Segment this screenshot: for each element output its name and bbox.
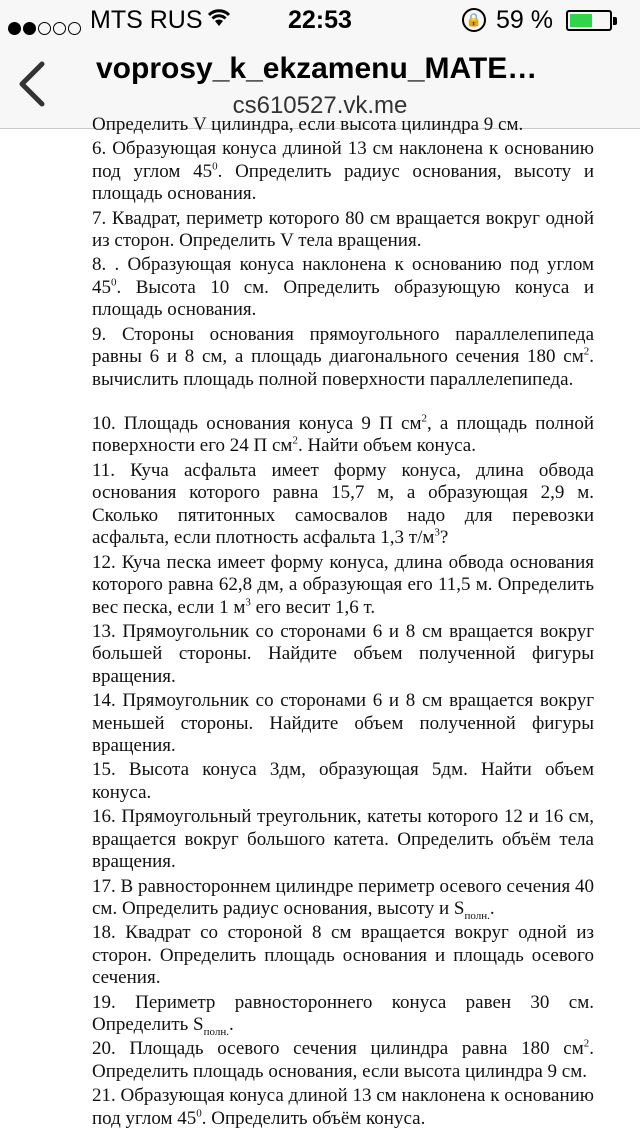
question-item bbox=[92, 138, 594, 206]
question-item bbox=[92, 208, 594, 253]
document-source-domain: cs610527.vk.me bbox=[232, 92, 408, 119]
superscript: 2 bbox=[583, 1038, 590, 1051]
question-item bbox=[92, 254, 594, 322]
question-item bbox=[92, 876, 594, 921]
question-item bbox=[92, 690, 594, 758]
superscript: 2 bbox=[583, 345, 590, 358]
question-text: 15. Высота конуса 3дм, образующая 5дм. Найти объем конуса. bbox=[92, 759, 594, 803]
question-text: . Найти объем конуса. bbox=[297, 435, 476, 457]
superscript: 0 bbox=[111, 276, 117, 289]
question-text: 12. Куча песка имеет форму конуса, длина обвода основания которого равна 62,8 дм, а образующая его 11,5 м. Определить вес песка, если 1 м bbox=[92, 551, 594, 618]
superscript: 2 bbox=[421, 412, 427, 425]
question-text: . bbox=[489, 898, 495, 920]
question-text: 21. Образующая конуса длиной 13 см наклонена к основанию под углом 45 bbox=[92, 1085, 594, 1129]
question-item bbox=[92, 922, 594, 990]
signal-strength-icon bbox=[8, 13, 83, 42]
question-text: , а площадь полной поверхности его 24 П см bbox=[92, 412, 594, 457]
question-text: его весит 1,6 т. bbox=[250, 596, 376, 618]
superscript: 3 bbox=[245, 596, 251, 609]
question-text: . bbox=[228, 1014, 234, 1036]
question-text: 17. В равностороннем цилиндре периметр осевого сечения 40 см. Определить радиус основания, высоту и S bbox=[92, 875, 594, 920]
superscript: 3 bbox=[434, 526, 440, 539]
question-item bbox=[92, 324, 594, 392]
subscript: полн. bbox=[464, 909, 490, 922]
document-viewer[interactable] bbox=[0, 114, 640, 1136]
subscript: полн. bbox=[203, 1025, 229, 1038]
clock: 22:53 bbox=[288, 6, 352, 34]
question-text: 11. Куча асфальта имеет форму конуса, длина обвода основания которого равна 15,7 м, а образующая 2,9 м. Сколько пятитонных самосвалов надо для перевозки асфальта, если плотность асфальта 1,3 т/м bbox=[92, 459, 594, 549]
document-title: voprosy_k_ekzamenu_MATE… bbox=[96, 52, 538, 85]
question-item bbox=[92, 806, 594, 874]
question-text: 18. Квадрат со стороной 8 см вращается вокруг одной из сторон. Определить площадь основания и площадь осевого сечения. bbox=[92, 922, 594, 989]
question-item bbox=[92, 1085, 594, 1130]
question-item bbox=[92, 460, 594, 550]
superscript: 0 bbox=[196, 1107, 202, 1120]
question-item bbox=[92, 1038, 594, 1083]
battery-percent: 59 % bbox=[496, 6, 553, 34]
question-item bbox=[92, 552, 594, 620]
question-text: 7. Квадрат, периметр которого 80 см вращается вокруг одной из сторон. Определить V тела вращения. bbox=[92, 207, 594, 252]
question-item bbox=[92, 992, 594, 1037]
document-content bbox=[92, 114, 594, 1132]
question-item bbox=[92, 413, 594, 458]
question-item bbox=[92, 621, 594, 689]
question-text: 10. Площадь основания конуса 9 П см bbox=[92, 412, 422, 434]
document-partial-line: Определить V цилиндра, если высота цилиндра 9 см. bbox=[92, 114, 524, 135]
question-text: 13. Прямоугольник со сторонами 6 и 8 см вращается вокруг большей стороны. Найдите объем полученной фигуры вращения. bbox=[92, 620, 594, 687]
question-text: . Определить объём конуса. bbox=[201, 1107, 426, 1129]
question-text: 14. Прямоугольник со сторонами 6 и 8 см вращается вокруг меньшей стороны. Найдите объем полученной фигуры вращения. bbox=[92, 690, 594, 757]
question-text: 9. Стороны основания прямоугольного параллелепипеда равны 6 и 8 см, а площадь диагонального сечения 180 см bbox=[92, 323, 594, 368]
battery-icon bbox=[566, 10, 612, 31]
paragraph-gap bbox=[92, 393, 594, 413]
question-text: . Определить площадь основания, если высота цилиндра 9 см. bbox=[92, 1038, 594, 1082]
question-text: 19. Периметр равностороннего конуса равен 30 см. Определить S bbox=[92, 991, 594, 1036]
question-text: . вычислить площадь полной поверхности параллелепипеда. bbox=[92, 346, 594, 390]
question-text: 20. Площадь осевого сечения цилиндра равна 180 см bbox=[92, 1038, 584, 1060]
carrier-name: MTS RUS bbox=[90, 6, 203, 34]
battery-fill bbox=[570, 14, 592, 27]
question-text: ? bbox=[439, 527, 449, 549]
question-item bbox=[92, 759, 594, 804]
rotation-lock-icon: 🔒 bbox=[462, 8, 486, 32]
question-text: . Определить радиус основания, высоту и площадь основания. bbox=[92, 160, 595, 205]
status-bar bbox=[0, 0, 640, 40]
wifi-icon bbox=[205, 6, 233, 35]
question-text: 6. Образующая конуса длиной 13 см наклонена к основанию под углом 45 bbox=[92, 138, 594, 182]
question-text: 16. Прямоугольный треугольник, катеты которого 12 и 16 см, вращается вокруг большого катета. Определить объём тела вращения. bbox=[92, 806, 594, 873]
question-text: 8. . Образующая конуса наклонена к основанию под углом 45 bbox=[92, 254, 594, 298]
question-text: . Высота 10 см. Определить образующую конуса и площадь основания. bbox=[92, 276, 594, 321]
superscript: 0 bbox=[212, 160, 218, 173]
superscript: 2 bbox=[292, 435, 298, 448]
